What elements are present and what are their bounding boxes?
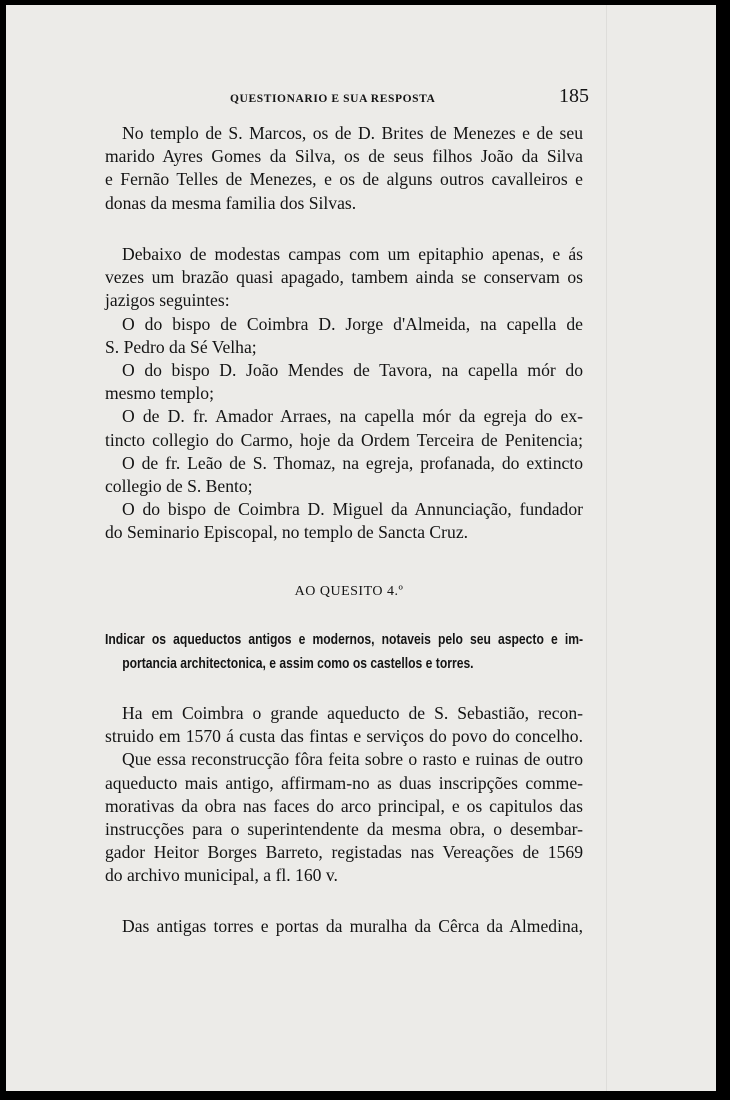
section-heading-text: AO QUESITO 4.º bbox=[294, 584, 404, 599]
text-line: do Seminario Episcopal, no templo de Sancta Cruz. bbox=[105, 522, 469, 543]
text-line: tincto collegio do Carmo, hoje da Ordem Terceira de Penitencia; bbox=[105, 429, 583, 450]
text-line: instrucções para o superintendente da mesma obra, o desembar- bbox=[105, 818, 583, 839]
page-fold-shadow bbox=[606, 5, 607, 1091]
text-line: vezes um brazão quasi apagado, tambem ainda se conservam os bbox=[105, 267, 583, 288]
question-text bbox=[105, 628, 584, 676]
text-line: O de fr. Leão de S. Thomaz, na egreja, profanada, do extincto bbox=[122, 452, 583, 473]
paragraph-jazigos bbox=[105, 243, 583, 544]
text-line: gador Heitor Borges Barreto, registadas nas Vereações de 1569 bbox=[105, 842, 583, 863]
text-line: collegio de S. Bento; bbox=[105, 475, 253, 496]
text-line: Das antigas torres e portas da muralha da Cêrca da Almedina, bbox=[122, 916, 583, 936]
question-line: portancia architectonica, e assim como os castellos e torres. bbox=[122, 656, 474, 672]
text-line: Debaixo de modestas campas com um epitaphio apenas, e ás bbox=[122, 244, 583, 264]
text-line: aqueducto mais antigo, affirmam-no as duas inscripções comme- bbox=[105, 772, 583, 793]
text-line: Ha em Coimbra o grande aqueducto de S. Sebastião, recon- bbox=[122, 703, 583, 723]
paragraph-aqueduct bbox=[105, 702, 583, 888]
page-number: 185 bbox=[559, 85, 589, 107]
text-line: O do bispo D. João Mendes de Tavora, na capella mór do bbox=[122, 359, 583, 380]
text-line: mesmo templo; bbox=[105, 383, 214, 404]
text-line: O de D. fr. Amador Arraes, na capella mór da egreja do ex- bbox=[122, 406, 583, 427]
page-header bbox=[6, 85, 716, 115]
text-line: O do bispo de Coimbra D. Miguel da Annunciação, fundador bbox=[122, 499, 583, 520]
text-line: Que essa reconstrucção fôra feita sobre o rasto e ruinas de outro bbox=[122, 749, 583, 770]
question-line: Indicar os aqueductos antigos e modernos, notaveis pelo seu aspecto e im- bbox=[105, 632, 584, 648]
text-line: S. Pedro da Sé Velha; bbox=[105, 336, 257, 357]
section-heading bbox=[6, 582, 716, 600]
text-line: jazigos seguintes: bbox=[105, 290, 230, 311]
paragraph-tombs-s-marcos bbox=[105, 122, 583, 215]
text-line: struido em 1570 á custa das fintas e serviços do povo do concelho. bbox=[105, 726, 583, 747]
running-title: QUESTIONARIO E SUA RESPOSTA bbox=[230, 93, 436, 105]
text-line: donas da mesma familia dos Silvas. bbox=[105, 192, 357, 213]
text-line: No templo de S. Marcos, os de D. Brites de Menezes e de seu bbox=[122, 123, 583, 143]
paragraph-towers bbox=[105, 915, 583, 938]
text-line: marido Ayres Gomes da Silva, os de seus filhos João da Silva bbox=[105, 146, 583, 167]
text-line: O do bispo de Coimbra D. Jorge d'Almeida, na capella de bbox=[122, 313, 583, 334]
text-line: morativas da obra nas faces do arco principal, e os capitulos das bbox=[105, 795, 583, 816]
book-page bbox=[6, 5, 716, 1091]
text-line: e Fernão Telles de Menezes, e os de alguns outros cavalleiros e bbox=[105, 169, 583, 190]
text-line: do archivo municipal, a fl. 160 v. bbox=[105, 865, 338, 886]
